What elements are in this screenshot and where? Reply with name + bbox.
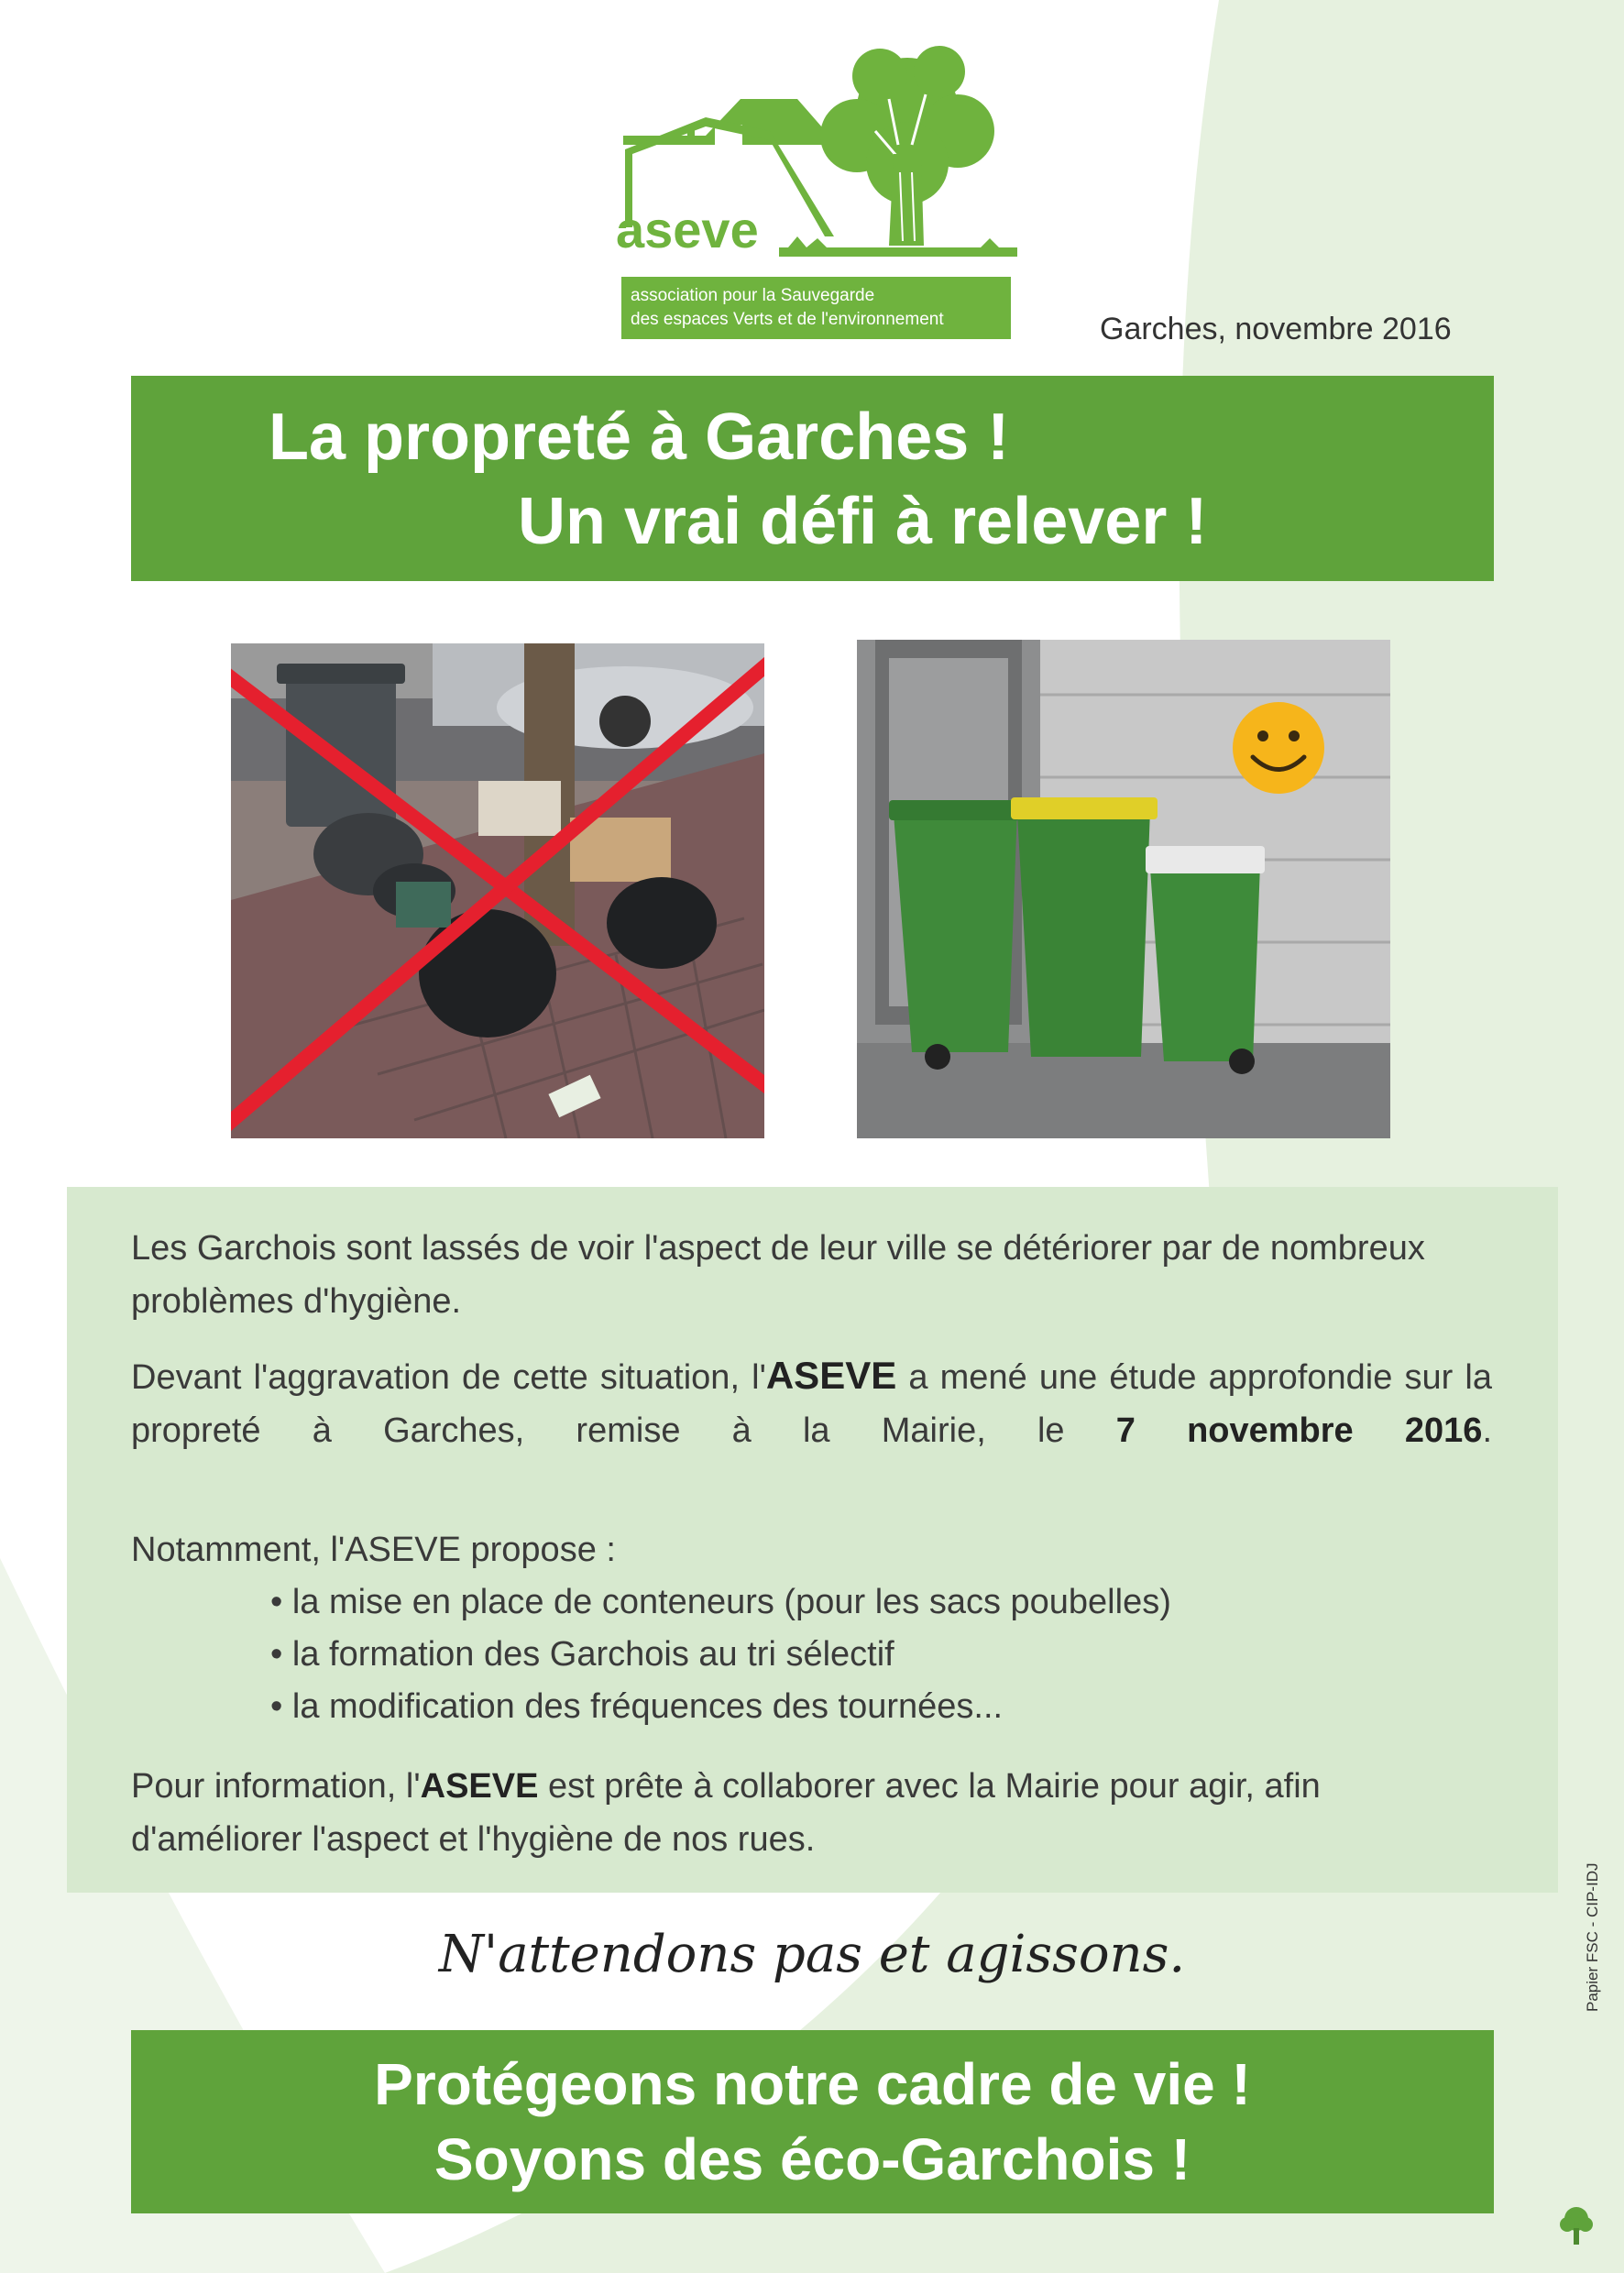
p2-aseve-bold: ASEVE xyxy=(765,1354,897,1397)
p4-text-a: Pour information, l' xyxy=(131,1767,421,1806)
list-item: • la modification des fréquences des tournées... xyxy=(270,1681,1171,1733)
fsc-tree-icon xyxy=(1558,2204,1595,2248)
title-line1: La propreté à Garches ! xyxy=(269,401,1010,474)
p2-date-bold: 7 novembre 2016 xyxy=(1115,1411,1483,1450)
paragraph-2 xyxy=(131,1349,1492,1457)
p2-text-e: . xyxy=(1482,1411,1492,1450)
logo-caption-line1: association pour la Sauvegarde xyxy=(631,286,875,305)
paragraph-3: Notamment, l'ASEVE propose : xyxy=(131,1531,616,1569)
smiley-icon xyxy=(1233,702,1324,794)
footer-line1: Protégeons notre cadre de vie ! xyxy=(374,2051,1251,2117)
list-item: • la mise en place de conteneurs (pour les sacs poubelles) xyxy=(270,1576,1171,1629)
footer-banner xyxy=(131,2030,1494,2213)
title-line2: Un vrai défi à relever ! xyxy=(518,485,1208,558)
aseve-logo xyxy=(614,44,1022,346)
dirty-street-photo xyxy=(231,643,764,1138)
logo-brand-text: aseve xyxy=(616,201,759,258)
p4-text-c: est prête à collaborer avec la Mairie pour agir, afin d'améliorer l'aspect et l'hygiène de nos rues. xyxy=(131,1767,1321,1859)
body-text-box xyxy=(67,1187,1558,1893)
paper-note: Papier FSC - CIP-IDJ xyxy=(1584,1862,1601,2012)
p4-aseve-bold: ASEVE xyxy=(420,1767,539,1806)
paragraph-1: Les Garchois sont lassés de voir l'aspect de leur ville se détériorer par de nombreux problèmes d'hygiène. xyxy=(131,1229,1425,1321)
proposal-list xyxy=(270,1576,1171,1733)
logo-caption-line2: des espaces Verts et de l'environnement xyxy=(631,310,944,329)
slogan: N'attendons pas et agissons. xyxy=(438,1925,1186,1984)
clean-bins-photo xyxy=(857,640,1390,1138)
footer-line2: Soyons des éco-Garchois ! xyxy=(433,2126,1191,2192)
p2-text-a: Devant l'aggravation de cette situation, l' xyxy=(131,1358,766,1397)
title-banner xyxy=(131,376,1494,581)
paragraph-4 xyxy=(131,1760,1492,1866)
p2-text-c: a mené une étude approfondie sur la propreté à Garches, remise à la Mairie, le xyxy=(131,1358,1492,1450)
list-item: • la formation des Garchois au tri sélectif xyxy=(270,1629,1171,1681)
date-line: Garches, novembre 2016 xyxy=(1100,312,1452,346)
logo-caption xyxy=(621,277,1011,339)
